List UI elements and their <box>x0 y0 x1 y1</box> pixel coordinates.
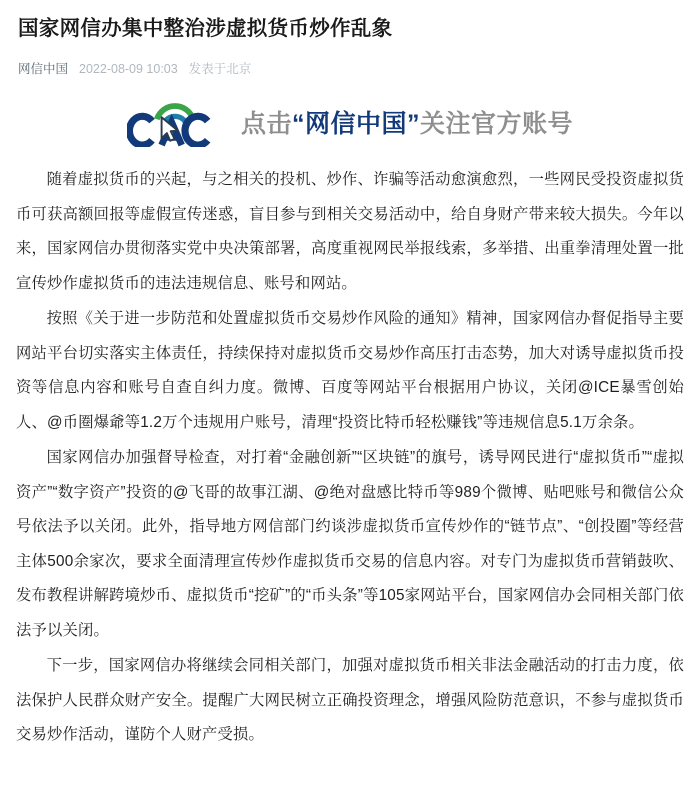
promo-suffix: 关注官方账号 <box>420 109 574 138</box>
promo-prefix: 点击 <box>240 109 292 138</box>
promo-quote-close: ” <box>407 109 420 138</box>
article-paragraph: 国家网信办加强督导检查，对打着“金融创新”“区块链”的旗号，诱导网民进行“虚拟货币”“虚拟资产”“数字资产”投资的@飞哥的故事江湖、@绝对盘感比特币等989个微博、贴吧账号和微信公众号依法予以关闭。此外，指导地方网信部门约谈涉虚拟货币宣传炒作的“链节点”、“创投圈”等经营主体500余家次，要求全面清理宣传炒作虚拟货币交易的信息内容。对专门为虚拟货币营销鼓吹、发布教程讲解跨境炒币、虚拟货币“挖矿”的“币头条”等105家网站平台，国家网信办会同相关部门依法予以关闭。 <box>16 449 684 639</box>
promo-highlight: 网信中国 <box>304 109 407 138</box>
article-body <box>0 155 700 753</box>
article-paragraph: 随着虚拟货币的兴起，与之相关的投机、炒作、诈骗等活动愈演愈烈，一些网民受投资虚拟货币可获高额回报等虚假宣传迷惑，盲目参与到相关交易活动中，给自身财产带来较大损失。今年以来，国家网信办贯彻落实党中央决策部署，高度重视网民举报线索，多举措、出重拳清理处置一批宣传炒作虚拟货币的违法违规信息、账号和网站。 <box>16 171 684 292</box>
meta-publish-location: 发表于北京 <box>188 62 252 76</box>
cac-logo-icon <box>127 101 223 147</box>
meta-publish-datetime: 2022-08-09 10:03 <box>79 62 178 76</box>
article-header <box>0 0 700 78</box>
article-paragraph: 下一步，国家网信办将继续会同相关部门，加强对虚拟货币相关非法金融活动的打击力度，依法保护人民群众财产安全。提醒广大网民树立正确投资理念，增强风险防范意识，不参与虚拟货币交易炒作活动，谨防个人财产受损。 <box>16 657 684 743</box>
page-title: 国家网信办集中整治涉虚拟货币炒作乱象 <box>18 17 393 40</box>
article-paragraph: 按照《关于进一步防范和处置虚拟货币交易炒作风险的通知》精神，国家网信办督促指导主要网站平台切实落实主体责任，持续保持对虚拟货币交易炒作高压打击态势，加大对诱导虚拟货币投资等信息内容和账号自查自纠力度。微博、百度等网站平台根据用户协议，关闭@ICE暴雪创始人、@币圈爆爺等1.2万个违规用户账号，清理“投资比特币轻松赚钱”等违规信息5.1万余条。 <box>16 310 684 431</box>
meta-account-name[interactable]: 网信中国 <box>18 62 69 76</box>
article-meta <box>18 60 682 78</box>
promo-text <box>240 109 574 138</box>
promo-banner[interactable] <box>0 93 700 155</box>
promo-quote-open: “ <box>291 109 305 138</box>
